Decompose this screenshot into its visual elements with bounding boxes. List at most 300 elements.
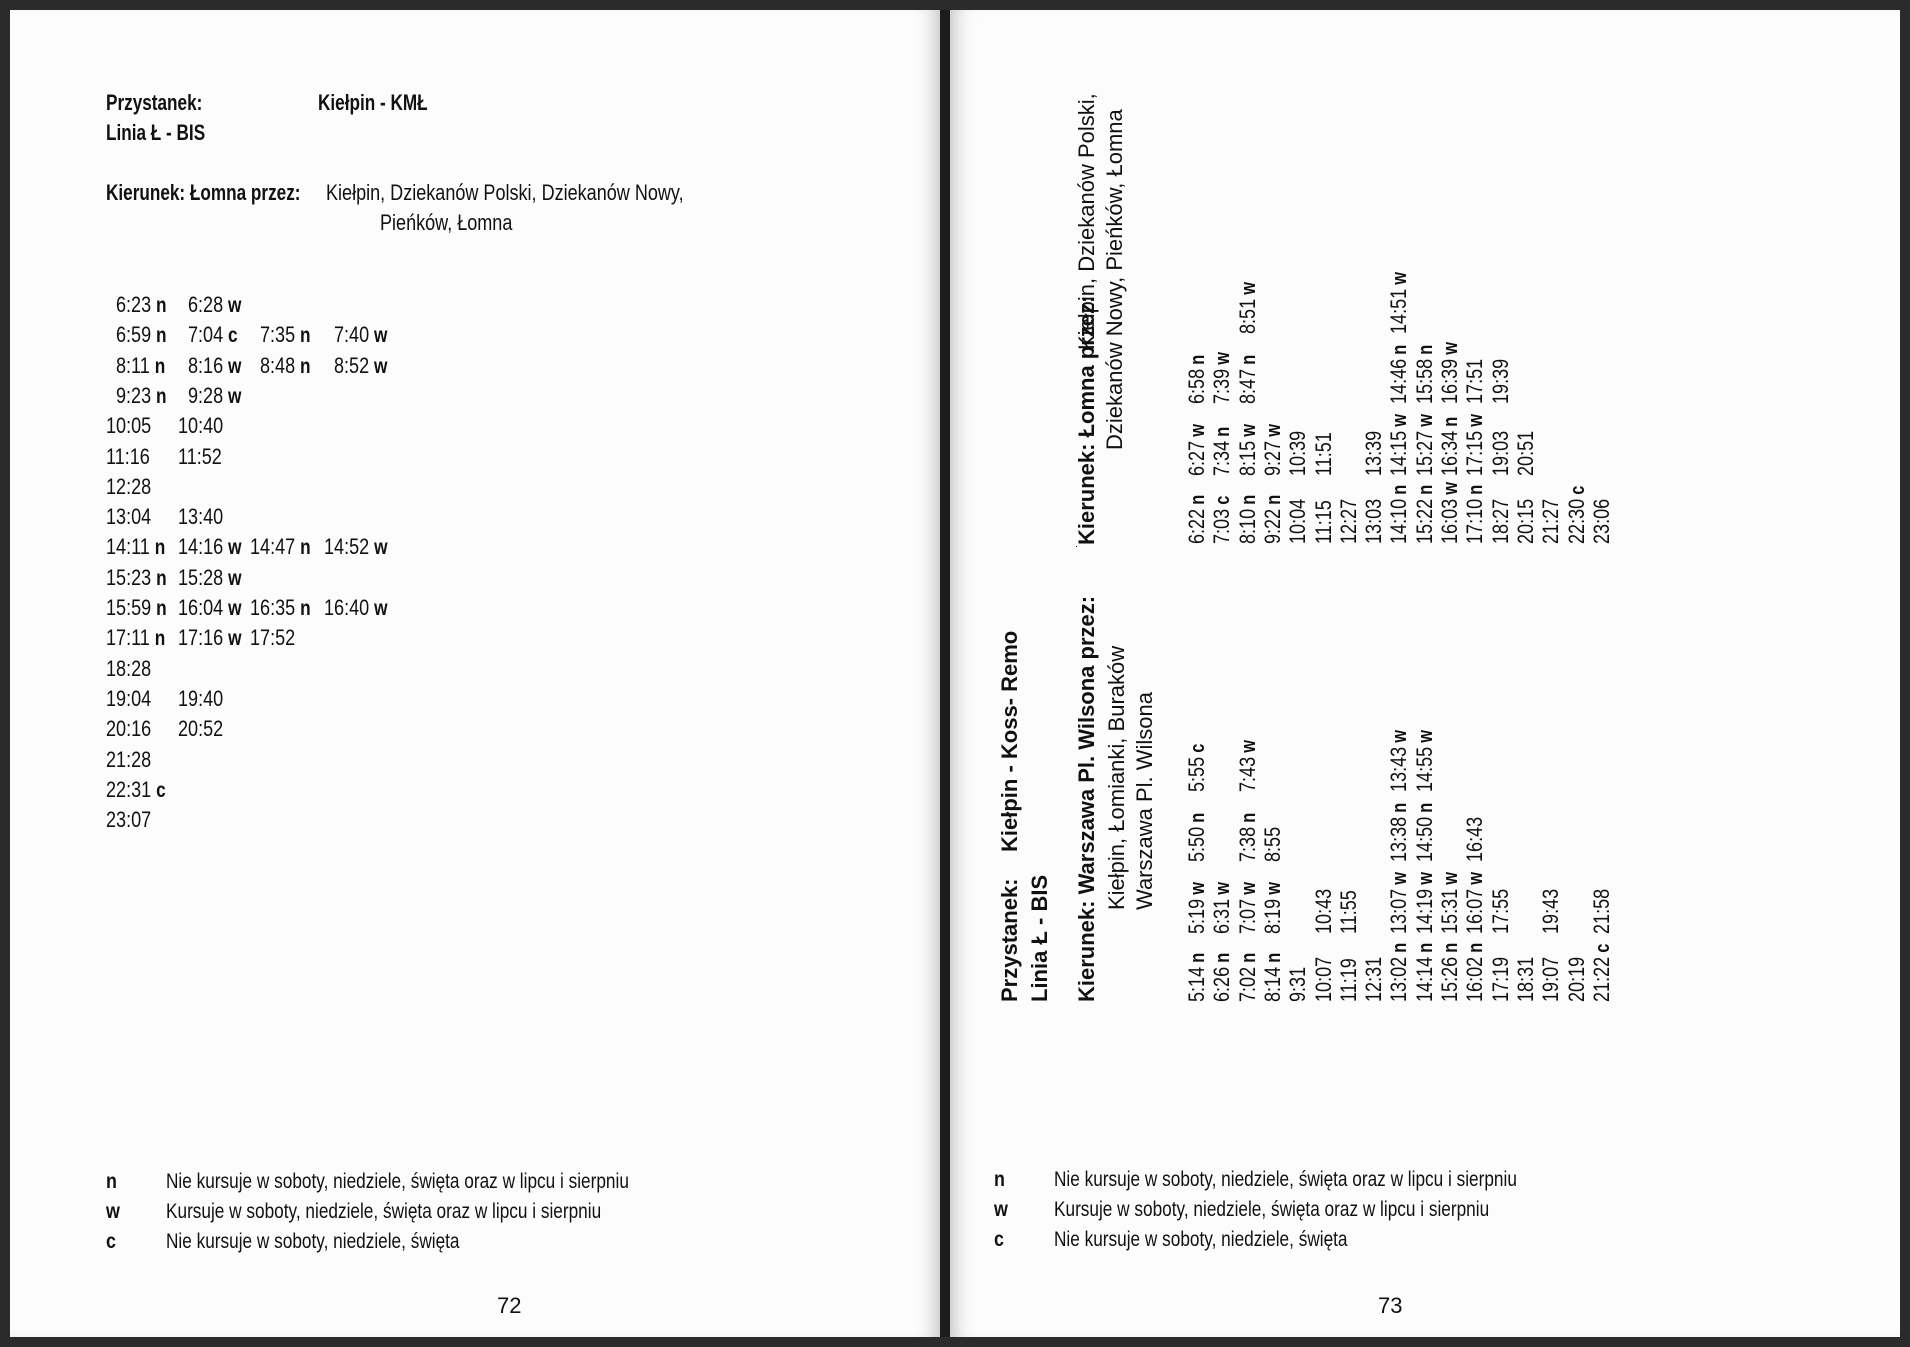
page-number: 72 [497,1293,522,1318]
departure-time [106,777,166,803]
departure-time [1412,872,1438,934]
page-number: 73 [1378,1293,1403,1318]
service-code: c [1591,943,1614,953]
service-code: n [1212,952,1235,963]
time-value: 14:51 [1386,288,1412,334]
departure-time [1513,957,1539,1002]
service-code: n [1414,942,1437,953]
service-code: w [1262,424,1285,437]
service-code: n [1414,802,1437,813]
time-value: 11:52 [178,443,222,469]
time-value: 5:55 [1184,756,1209,792]
legend-code: n [994,1168,1005,1191]
departure-time [1589,944,1615,1002]
departure-time [178,534,241,560]
departure-time [1285,967,1311,1002]
service-code: n [1262,494,1285,505]
departure-time [106,595,167,621]
service-code: n [156,294,167,317]
service-code: n [300,324,311,348]
time-value: 17:16 [178,625,224,651]
departure-time [1260,495,1286,544]
service-code: w [1440,871,1462,885]
service-code: n [1237,494,1260,505]
departure-time [1336,890,1362,934]
legend-code: n [106,1170,117,1193]
service-code: w [374,597,388,620]
line-label: Linia Ł - BIS [106,120,206,145]
time-value: 11:15 [1310,500,1336,544]
departure-time [1311,432,1337,476]
departure-time [1235,813,1261,862]
time-value: 16:03 [1437,498,1462,544]
time-value: 20:16 [106,716,152,742]
service-code: n [1389,942,1412,953]
service-code: w [1212,882,1235,895]
direction-lomna-route-continued: Dziekanów Nowy, Pieńków, Łomna [1102,109,1127,450]
time-value: 8:11 [116,352,150,378]
time-value: 9:28 [188,382,224,408]
time-value: 16:07 [1462,888,1488,934]
time-value: 15:26 [1437,956,1462,1002]
departure-time [1462,817,1488,862]
time-value: 14:19 [1411,888,1437,934]
line-label: Linia Ł - BIS [1027,874,1052,1002]
time-value: 6:22 [1184,508,1209,544]
service-code: n [1237,354,1260,365]
time-value: 20:19 [1563,956,1589,1002]
departure-time [1260,827,1286,862]
departure-time [178,625,241,651]
departure-time [1538,957,1564,1002]
departure-time [178,565,241,591]
time-value: 11:51 [1310,432,1336,476]
service-code: c [156,778,166,802]
time-value: 16:35 [250,595,296,620]
time-value: 7:40 [334,322,370,348]
departure-time [106,807,151,833]
service-code: n [156,324,167,348]
time-value: 11:19 [1335,958,1361,1002]
service-code: n [156,597,167,620]
departure-time [250,534,311,560]
departure-time [1209,427,1235,476]
time-value: 9:31 [1285,966,1311,1002]
time-value: 23:07 [106,807,152,833]
service-code: w [228,597,242,620]
time-value: 17:55 [1487,888,1513,934]
departure-time [188,292,241,318]
service-code: w [1389,271,1412,285]
departure-time [178,413,223,439]
departure-time [1412,345,1438,404]
time-value: 11:16 [106,443,150,469]
service-code: c [1566,485,1589,495]
direction-warszawa-route: Kiełpin, Łomianki, Buraków [1104,645,1129,910]
time-value: 7:07 [1234,898,1260,934]
departure-time [1462,414,1488,476]
time-value: 16:40 [324,595,370,620]
service-code: n [1187,952,1209,963]
departure-time [260,353,311,379]
departure-time [1488,359,1514,404]
departure-time [116,383,167,409]
service-code: n [154,627,166,651]
time-value: 10:40 [178,413,224,439]
departure-time [250,625,295,651]
time-value: 14:47 [250,534,296,560]
time-value: 19:03 [1487,430,1513,476]
departure-time [1361,431,1387,476]
departure-time [1184,744,1210,792]
service-code: n [1237,952,1260,963]
departure-time [1285,499,1311,544]
service-code: n [1414,344,1437,355]
departure-time [1412,485,1438,544]
service-code: w [1389,413,1412,427]
service-code: n [1414,484,1437,495]
stop-label: Przystanek: [997,878,1022,1002]
time-value: 19:40 [178,685,224,711]
service-code: n [1389,484,1412,495]
time-value: 19:43 [1538,888,1564,934]
service-code: n [1389,802,1412,813]
service-code: w [1414,729,1437,743]
time-value: 9:22 [1259,508,1285,544]
legend-description: Nie kursuje w soboty, niedziele, święta [166,1230,460,1253]
service-code: w [1389,729,1412,743]
departure-time [1488,499,1514,544]
time-value: 14:46 [1386,358,1412,404]
time-value: 15:27 [1411,430,1437,476]
time-value: 13:38 [1386,816,1412,862]
departure-time [1437,943,1463,1002]
service-code: w [228,566,242,590]
departure-time [1184,813,1210,862]
departure-time [1462,872,1488,934]
departure-time [106,444,150,470]
time-value: 13:43 [1386,746,1412,792]
legend-code: c [994,1228,1004,1251]
departure-time [1260,882,1286,934]
direction-route-continued: Pieńków, Łomna [380,210,513,235]
service-code: n [156,566,167,590]
departure-time [106,625,165,651]
legend-description: Nie kursuje w soboty, niedziele, święta oraz w lipcu i sierpniu [1054,1168,1517,1191]
departure-time [1386,730,1412,792]
departure-time [1437,342,1463,404]
time-value: 15:28 [178,564,224,590]
departure-time [1386,943,1412,1002]
departure-time [1184,882,1210,934]
departure-time [1336,499,1362,544]
time-value: 14:14 [1411,956,1437,1002]
departure-time [1513,499,1539,544]
departure-time [1361,957,1387,1002]
departure-time [1235,882,1261,934]
service-code: w [228,384,242,408]
time-value: 21:28 [106,746,152,772]
time-value: 8:15 [1234,440,1260,476]
time-value: 7:34 [1209,440,1235,476]
time-value: 7:02 [1234,966,1260,1002]
stop-label: Przystanek: [106,90,203,115]
time-value: 15:58 [1411,358,1437,404]
departure-time [1437,417,1463,476]
departure-time [1235,953,1261,1002]
time-value: 18:28 [106,655,152,681]
departure-time [106,565,167,591]
service-code: n [300,536,311,560]
time-value: 12:27 [1335,498,1361,544]
service-code: n [300,597,311,620]
legend-code: w [994,1198,1008,1221]
service-code: n [1440,942,1462,953]
departure-time [1209,953,1235,1002]
time-value: 15:31 [1437,888,1462,934]
departure-time [1184,355,1210,404]
departure-time [116,292,167,318]
time-value: 18:31 [1512,956,1538,1002]
departure-time [260,322,311,348]
service-code: w [1237,740,1260,753]
departure-time [1184,495,1210,544]
time-value: 14:16 [178,534,224,560]
legend-code: w [106,1200,120,1223]
departure-time [106,534,165,560]
time-value: 13:07 [1386,888,1412,934]
departure-time [1589,499,1615,544]
departure-time [1184,424,1210,476]
time-value: 7:03 [1209,508,1235,544]
service-code: w [1262,882,1285,895]
time-value: 8:51 [1234,298,1260,334]
departure-time [116,322,167,348]
departure-time [1361,499,1387,544]
time-value: 20:52 [178,716,224,742]
departure-time [334,353,387,379]
time-value: 16:39 [1437,358,1462,404]
time-value: 5:50 [1184,826,1209,862]
departure-time [106,413,151,439]
direction-warszawa-label: Kierunek: Warszawa Pl. Wilsona przez: [1074,595,1099,1002]
departure-time [1386,345,1412,404]
time-value: 9:27 [1259,440,1285,476]
service-code: n [156,384,167,408]
service-code: w [1440,341,1462,355]
departure-time [1412,943,1438,1002]
time-value: 13:04 [106,504,152,530]
departure-time [1488,957,1514,1002]
departure-time [1260,953,1286,1002]
departure-time [106,686,151,712]
direction-label: Kierunek: Łomna przez: [106,180,301,205]
service-code: w [374,536,388,560]
service-code: w [1187,882,1209,895]
departure-time [1538,889,1564,934]
departure-time [188,353,241,379]
departure-time [1311,500,1337,544]
time-value: 16:43 [1462,816,1488,862]
time-value: 12:28 [106,473,152,499]
service-code: w [1237,882,1260,895]
service-code: w [228,536,242,560]
time-value: 6:23 [116,292,152,317]
direction-lomna-route: Kiełpin, Dziekanów Polski, [1074,93,1099,350]
departure-time [324,534,387,560]
service-code: n [1187,812,1209,823]
time-value: 8:16 [188,352,224,378]
departure-time [250,595,311,621]
time-value: 10:39 [1285,430,1311,476]
time-value: 8:10 [1234,508,1260,544]
departure-time [1386,485,1412,544]
time-value: 17:10 [1462,498,1488,544]
time-value: 14:15 [1386,430,1412,476]
time-value: 6:28 [188,292,224,317]
time-value: 10:05 [106,413,152,439]
departure-time [334,322,387,348]
departure-time [178,595,241,621]
service-code: w [228,354,242,378]
service-code: w [1237,282,1260,295]
departure-time [106,474,151,500]
time-value: 5:19 [1184,898,1209,934]
departure-time [1589,889,1615,934]
time-value: 9:23 [116,382,152,408]
time-value: 8:55 [1259,826,1285,862]
service-code: c [228,324,238,348]
departure-time [1437,482,1463,544]
time-value: 10:07 [1310,956,1336,1002]
departure-time [178,716,223,742]
time-value: 23:06 [1588,498,1614,544]
departure-time [1538,499,1564,544]
departure-time [1336,958,1362,1002]
service-code: c [1212,495,1235,505]
time-value: 11:55 [1335,890,1361,934]
time-value: 6:26 [1209,966,1235,1002]
departure-time [1311,957,1337,1002]
departure-time [1235,740,1261,792]
time-value: 6:31 [1209,898,1235,934]
time-value: 21:22 [1588,956,1614,1002]
departure-time [1386,414,1412,476]
service-code: c [1187,743,1209,753]
time-value: 6:58 [1184,368,1209,404]
service-code: w [228,627,242,651]
departure-time [1462,943,1488,1002]
direction-lomna-label: Kierunek: Łomna przez: [1074,295,1099,545]
departure-time [1235,424,1261,476]
time-value: 10:04 [1285,498,1311,544]
service-code: n [1212,426,1235,437]
departure-time [188,322,238,348]
departure-time [1386,272,1412,334]
departure-time [1564,957,1590,1002]
departure-time [1412,730,1438,792]
time-value: 19:39 [1487,358,1513,404]
departure-time [1386,803,1412,862]
time-value: 7:39 [1209,368,1235,404]
service-code: n [1187,354,1209,365]
service-code: w [374,354,388,378]
service-code: w [374,324,388,348]
direction-route: Kiełpin, Dziekanów Polski, Dziekanów Nowy, [326,180,684,205]
departure-time [178,504,223,530]
departure-time [1488,431,1514,476]
time-value: 12:31 [1361,956,1387,1002]
time-value: 17:19 [1487,956,1513,1002]
departure-time [1184,953,1210,1002]
time-value: 7:38 [1234,826,1260,862]
time-value: 14:11 [106,534,150,560]
time-value: 15:22 [1411,498,1437,544]
time-value: 8:47 [1234,368,1260,404]
service-code: w [1187,424,1209,437]
departure-time [1386,872,1412,934]
service-code: w [1237,424,1260,437]
stop-name: Kiełpin - Koss- Remo [997,630,1022,852]
service-code: n [300,354,311,378]
departure-time [1488,889,1514,934]
time-value: 14:52 [324,534,370,560]
service-code: n [1465,484,1488,495]
time-value: 7:35 [260,322,296,348]
time-value: 22:31 [106,776,152,802]
departure-time [1209,882,1235,934]
time-value: 21:58 [1588,888,1614,934]
departure-time [1462,485,1488,544]
time-value: 16:04 [178,595,224,620]
time-value: 17:52 [250,625,296,651]
time-value: 21:27 [1538,498,1564,544]
legend-description: Nie kursuje w soboty, niedziele, święta oraz w lipcu i sierpniu [166,1170,629,1193]
service-code: n [1440,416,1462,427]
time-value: 17:11 [106,625,150,651]
direction-warszawa-route-continued: Warszawa Pl. Wilsona [1132,691,1157,910]
service-code: w [1440,481,1462,495]
time-value: 7:04 [188,322,224,348]
time-value: 19:07 [1538,956,1564,1002]
time-value: 13:03 [1361,498,1387,544]
service-code: n [1187,494,1209,505]
time-value: 8:52 [334,352,370,378]
service-code: n [1237,812,1260,823]
legend-description: Kursuje w soboty, niedziele, święta oraz w lipcu i sierpniu [1054,1198,1490,1221]
service-code: n [154,354,166,378]
binding-gutter [940,10,950,1337]
departure-time [1412,803,1438,862]
page-left [10,10,940,1337]
service-code: n [1389,344,1412,355]
time-value: 13:39 [1361,430,1387,476]
departure-time [1513,431,1539,476]
service-code: w [1414,871,1437,885]
departure-time [178,686,223,712]
time-value: 8:48 [260,352,296,378]
departure-time [1260,424,1286,476]
departure-time [106,747,151,773]
time-value: 17:51 [1462,358,1488,404]
time-value: 6:59 [116,322,152,348]
service-code: w [1465,413,1488,427]
time-value: 8:14 [1259,966,1285,1002]
time-value: 22:30 [1563,498,1589,544]
time-value: 14:50 [1411,816,1437,862]
time-value: 18:27 [1487,498,1513,544]
time-value: 7:43 [1234,756,1260,792]
